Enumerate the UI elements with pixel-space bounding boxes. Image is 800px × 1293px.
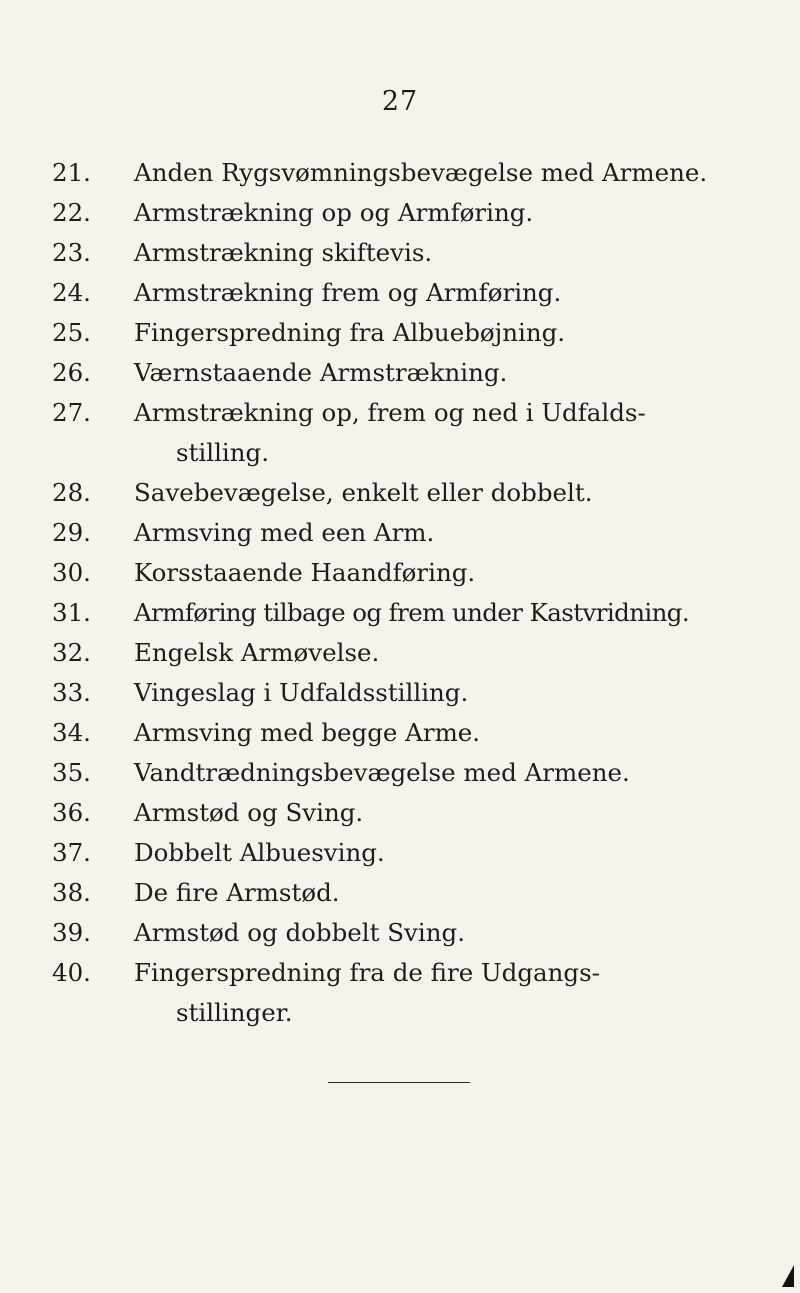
item-number: 28.	[52, 477, 91, 507]
item-number: 40.	[52, 957, 91, 987]
item-text: Savebevægelse, enkelt eller dobbelt.	[134, 477, 593, 507]
item-number: 35.	[52, 757, 91, 787]
list-item	[0, 192, 800, 232]
list-item	[0, 352, 800, 392]
item-text: Anden Rygsvømningsbevægelse med Armene.	[134, 157, 708, 187]
item-text: Vandtrædningsbevægelse med Armene.	[134, 757, 630, 787]
item-number: 22.	[52, 197, 91, 227]
list-item	[0, 592, 800, 632]
list-item	[0, 792, 800, 832]
list-item	[0, 232, 800, 272]
exercise-list	[0, 152, 800, 1032]
list-item	[0, 832, 800, 872]
item-number: 36.	[52, 797, 91, 827]
item-text: Armstrækning skiftevis.	[134, 237, 433, 267]
list-item	[0, 472, 800, 512]
item-number: 31.	[52, 597, 91, 627]
item-number: 30.	[52, 557, 91, 587]
item-text: Korsstaaende Haandføring.	[134, 557, 476, 587]
list-item	[0, 712, 800, 752]
item-text: Fingerspredning fra Albuebøjning.	[134, 317, 566, 347]
item-continuation: stillinger.	[176, 997, 293, 1027]
item-first-line	[0, 952, 600, 992]
item-first-line	[0, 392, 646, 432]
list-item	[0, 392, 800, 472]
list-item	[0, 872, 800, 912]
list-item	[0, 512, 800, 552]
list-item	[0, 752, 800, 792]
item-number: 26.	[52, 357, 91, 387]
item-number: 23.	[52, 237, 91, 267]
item-number: 39.	[52, 917, 91, 947]
corner-mark	[782, 1265, 794, 1287]
item-text: Armsving med begge Arme.	[134, 717, 481, 747]
item-text: De fire Armstød.	[134, 877, 340, 907]
item-number: 32.	[52, 637, 91, 667]
list-item	[0, 152, 800, 192]
item-number: 29.	[52, 517, 91, 547]
item-text: Vingeslag i Udfaldsstilling.	[134, 677, 469, 707]
item-number: 33.	[52, 677, 91, 707]
item-text: Fingerspredning fra de fire Udgangs-	[134, 957, 600, 987]
item-text: Armstrækning op og Armføring.	[134, 197, 534, 227]
list-item	[0, 912, 800, 952]
item-text: Engelsk Armøvelse.	[134, 637, 380, 667]
list-item	[0, 312, 800, 352]
list-item	[0, 672, 800, 712]
item-continuation: stilling.	[176, 437, 270, 467]
list-item	[0, 272, 800, 312]
item-number: 25.	[52, 317, 91, 347]
item-text: Dobbelt Albuesving.	[134, 837, 385, 867]
item-number: 38.	[52, 877, 91, 907]
item-text: Armstrækning op, frem og ned i Udfalds-	[134, 397, 646, 427]
item-text: Armstrækning frem og Armføring.	[134, 277, 562, 307]
item-number: 34.	[52, 717, 91, 747]
item-text: Armføring tilbage og frem under Kastvridning.	[134, 597, 690, 627]
section-divider	[328, 1082, 470, 1083]
list-item	[0, 552, 800, 592]
item-text: Armsving med een Arm.	[134, 517, 435, 547]
item-text: Armstød og dobbelt Sving.	[134, 917, 465, 947]
item-number: 24.	[52, 277, 91, 307]
page-number: 27	[381, 86, 419, 117]
list-item	[0, 632, 800, 672]
item-number: 21.	[52, 157, 91, 187]
item-number: 27.	[52, 397, 91, 427]
item-text: Armstød og Sving.	[134, 797, 364, 827]
list-item	[0, 952, 800, 1032]
item-number: 37.	[52, 837, 91, 867]
item-text: Værnstaaende Armstrækning.	[134, 357, 508, 387]
